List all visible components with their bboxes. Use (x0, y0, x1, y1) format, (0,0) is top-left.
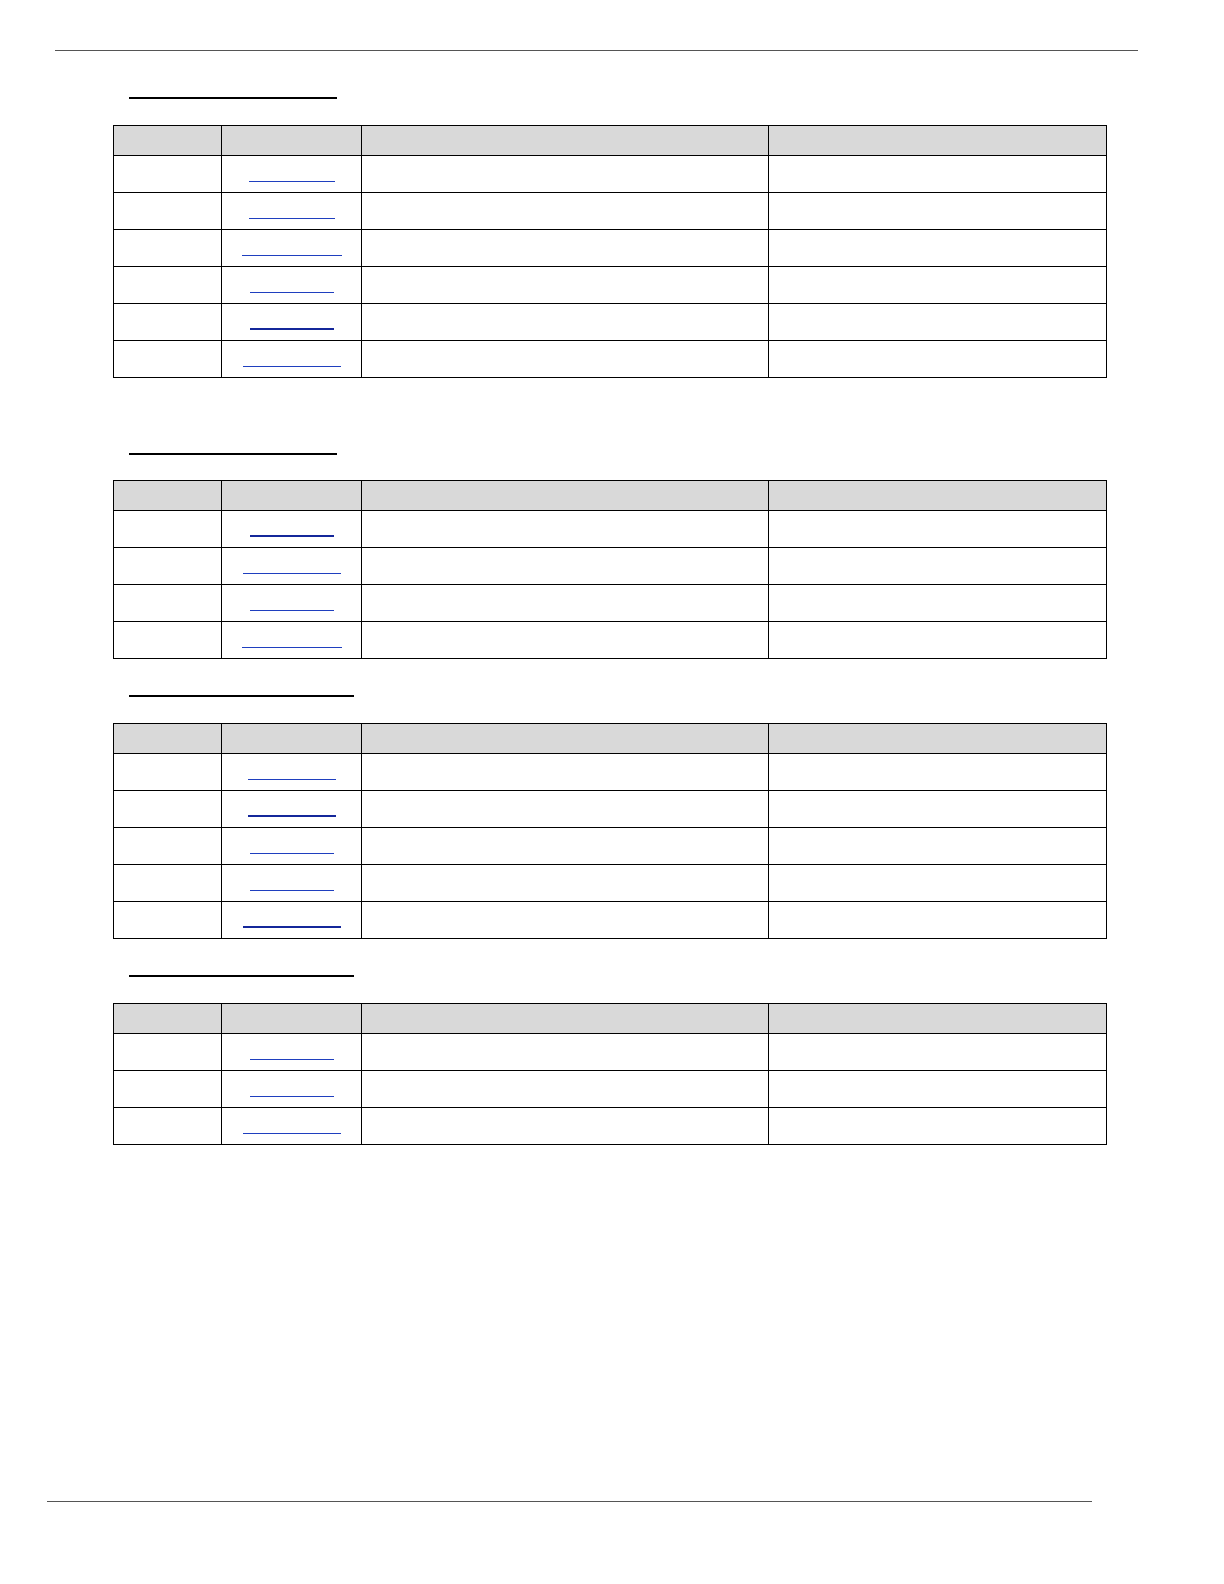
row-link[interactable] (250, 292, 334, 293)
table-cell (769, 267, 1107, 304)
table-row (114, 156, 1107, 193)
table-row (114, 341, 1107, 378)
table-cell (769, 754, 1107, 791)
table-row (114, 267, 1107, 304)
table-cell (362, 341, 769, 378)
table-cell (362, 754, 769, 791)
column-header (222, 724, 362, 754)
table-cell (769, 791, 1107, 828)
link-cell (222, 754, 362, 791)
row-link[interactable] (249, 218, 335, 219)
table-cell (362, 828, 769, 865)
table-cell (362, 156, 769, 193)
table-cell (114, 511, 222, 548)
link-cell (222, 267, 362, 304)
table-header-row (114, 724, 1107, 754)
table-cell (114, 230, 222, 267)
table-cell (362, 1034, 769, 1071)
table-cell (114, 585, 222, 622)
table-header-row (114, 481, 1107, 511)
table-row (114, 230, 1107, 267)
link-cell (222, 341, 362, 378)
table-cell (114, 791, 222, 828)
table-cell (362, 267, 769, 304)
table-cell (114, 267, 222, 304)
section-heading (129, 97, 337, 99)
column-header (114, 724, 222, 754)
column-header (114, 126, 222, 156)
row-link[interactable] (248, 779, 336, 780)
table-cell (769, 1071, 1107, 1108)
table-cell (362, 511, 769, 548)
column-header (362, 126, 769, 156)
column-header (222, 481, 362, 511)
table-cell (362, 548, 769, 585)
table-row (114, 1034, 1107, 1071)
table-header-row (114, 126, 1107, 156)
table-row (114, 1071, 1107, 1108)
row-link[interactable] (250, 1096, 334, 1097)
section-table (113, 723, 1107, 939)
link-cell (222, 791, 362, 828)
link-cell (222, 865, 362, 902)
link-cell (222, 511, 362, 548)
table-cell (362, 193, 769, 230)
footer-rule (47, 1501, 1092, 1502)
table-cell (769, 1034, 1107, 1071)
table-cell (114, 548, 222, 585)
row-link[interactable] (250, 535, 334, 537)
table-cell (362, 902, 769, 939)
table-cell (362, 865, 769, 902)
link-cell (222, 585, 362, 622)
table-cell (362, 304, 769, 341)
table-cell (114, 902, 222, 939)
row-link[interactable] (243, 1133, 341, 1134)
table-cell (114, 828, 222, 865)
link-cell (222, 902, 362, 939)
row-link[interactable] (249, 181, 335, 182)
header-rule (55, 50, 1138, 51)
column-header (769, 1004, 1107, 1034)
table-cell (362, 622, 769, 659)
table-cell (114, 1034, 222, 1071)
column-header (769, 724, 1107, 754)
column-header (362, 724, 769, 754)
table-cell (769, 828, 1107, 865)
row-link[interactable] (243, 573, 341, 574)
table-cell (769, 156, 1107, 193)
section-heading (129, 453, 337, 455)
table-cell (114, 622, 222, 659)
link-cell (222, 156, 362, 193)
table-cell (769, 230, 1107, 267)
table-cell (769, 902, 1107, 939)
link-cell (222, 622, 362, 659)
table-row (114, 791, 1107, 828)
table-row (114, 511, 1107, 548)
row-link[interactable] (250, 853, 334, 854)
table-cell (114, 1071, 222, 1108)
section-heading (129, 695, 354, 697)
table-cell (362, 585, 769, 622)
link-cell (222, 230, 362, 267)
link-cell (222, 1108, 362, 1145)
link-cell (222, 828, 362, 865)
row-link[interactable] (250, 328, 334, 330)
table-cell (114, 304, 222, 341)
row-link[interactable] (250, 890, 334, 891)
row-link[interactable] (242, 647, 342, 648)
link-cell (222, 193, 362, 230)
column-header (114, 1004, 222, 1034)
table-cell (769, 304, 1107, 341)
column-header (769, 481, 1107, 511)
table-row (114, 548, 1107, 585)
row-link[interactable] (250, 610, 334, 611)
section-table (113, 125, 1107, 378)
column-header (222, 1004, 362, 1034)
row-link[interactable] (248, 815, 336, 817)
table-cell (769, 548, 1107, 585)
table-row (114, 865, 1107, 902)
table-cell (769, 1108, 1107, 1145)
link-cell (222, 1034, 362, 1071)
row-link[interactable] (243, 366, 341, 367)
table-cell (362, 1108, 769, 1145)
table-cell (114, 341, 222, 378)
link-cell (222, 1071, 362, 1108)
table-cell (769, 865, 1107, 902)
column-header (769, 126, 1107, 156)
section-table (113, 1003, 1107, 1145)
table-header-row (114, 1004, 1107, 1034)
table-row (114, 585, 1107, 622)
table-cell (769, 511, 1107, 548)
table-row (114, 754, 1107, 791)
section-table (113, 480, 1107, 659)
table-cell (769, 193, 1107, 230)
table-cell (114, 156, 222, 193)
column-header (222, 126, 362, 156)
table-cell (769, 622, 1107, 659)
table-cell (362, 1071, 769, 1108)
table-cell (362, 791, 769, 828)
table-cell (114, 754, 222, 791)
table-row (114, 622, 1107, 659)
table-row (114, 1108, 1107, 1145)
table-cell (114, 865, 222, 902)
table-row (114, 304, 1107, 341)
row-link[interactable] (250, 1059, 334, 1060)
section-heading (129, 975, 354, 977)
table-cell (769, 341, 1107, 378)
table-cell (114, 1108, 222, 1145)
link-cell (222, 304, 362, 341)
row-link[interactable] (243, 926, 341, 928)
table-row (114, 828, 1107, 865)
table-cell (114, 193, 222, 230)
column-header (362, 481, 769, 511)
table-cell (769, 585, 1107, 622)
column-header (362, 1004, 769, 1034)
row-link[interactable] (242, 255, 342, 256)
link-cell (222, 548, 362, 585)
table-row (114, 902, 1107, 939)
column-header (114, 481, 222, 511)
table-row (114, 193, 1107, 230)
table-cell (362, 230, 769, 267)
